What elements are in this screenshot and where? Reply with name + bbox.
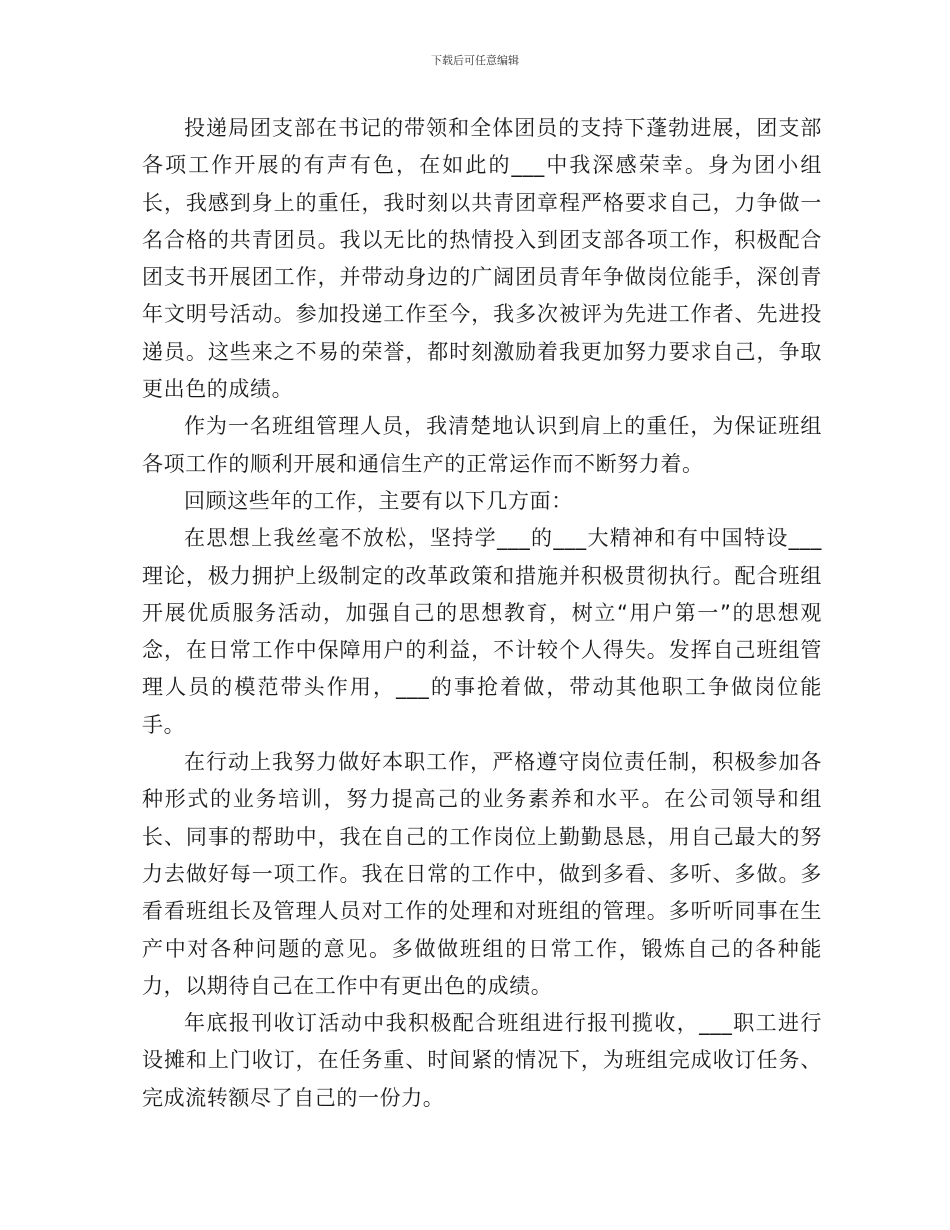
paragraph-6: 年底报刊收订活动中我积极配合班组进行报刊揽收，___职工进行设摊和上门收订，在任务重、时间紧的情况下，为班组完成收订任务、完成流转额尽了自己的一份力。 xyxy=(142,1011,822,1110)
page-header: 下载后可任意编辑 xyxy=(431,54,519,67)
document-body xyxy=(142,110,822,1117)
paragraph-1: 投递局团支部在书记的带领和全体团员的支持下蓬勃进展，团支部各项工作开展的有声有色，在如此的___中我深感荣幸。身为团小组长，我感到身上的重任，我时刻以共青团章程严格要求自己，力争做一名合格的共青团员。我以无比的热情投入到团支部各项工作，积极配合团支书开展团工作，并带动身边的广阔团员青年争做岗位能手，深创青年文明号活动。参加投递工作至今，我多次被评为先进工作者、先进投递员。这些来之不易的荣誉，都时刻激励着我更加努力要求自己，争取更出色的成绩。 xyxy=(142,116,822,402)
paragraph-5: 在行动上我努力做好本职工作，严格遵守岗位责任制，积极参加各种形式的业务培训，努力提高己的业务素养和水平。在公司领导和组长、同事的帮助中，我在自己的工作岗位上勤勤恳恳，用自己最大的努力去做好每一项工作。我在日常的工作中，做到多看、多听、多做。多看看班组长及管理人员对工作的处理和对班组的管理。多听听同事在生产中对各种问题的意见。多做做班组的日常工作，锻炼自己的各种能力，以期待自己在工作中有更出色的成绩。 xyxy=(142,750,822,998)
paragraph-3: 回顾这些年的工作，主要有以下几方面： xyxy=(184,488,573,513)
paragraph-4: 在思想上我丝毫不放松，坚持学___的___大精神和有中国特设___理论，极力拥护上级制定的改革政策和措施并积极贯彻执行。配合班组开展优质服务活动，加强自己的思想教育，树立“用户第一”的思想观念，在日常工作中保障用户的利益，不计较个人得失。发挥自己班组管理人员的模范带头作用，___的事抢着做，带动其他职工争做岗位能手。 xyxy=(142,526,822,737)
paragraph-2: 作为一名班组管理人员，我清楚地认识到肩上的重任，为保证班组各项工作的顺利开展和通信生产的正常运作而不断努力着。 xyxy=(142,414,822,476)
